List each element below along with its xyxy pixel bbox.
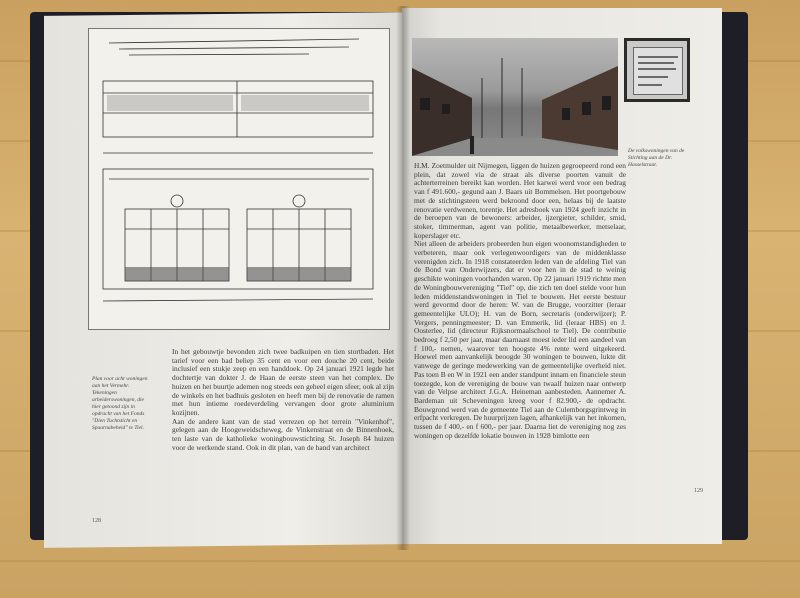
right-page-number: 129 <box>694 488 703 494</box>
foundation-stone-plaque <box>624 38 690 102</box>
architectural-plan-drawing <box>88 28 390 330</box>
left-body-text: In het gebouwtje bevonden zich twee badkuipen en tien stortbaden. Het tarief voor een bad beliep 35 cent en voor een douche 20 cent, beide inclusief een stukje zeep en een handdoek. Op 24 januari 1921 legde het dochtertje van dokter J. de Haan de eerste steen van het complex. De huizen en het buurtje ademen nog steeds een geheel eigen sfeer, ook al zijn de winkels en het badhuis gesloten en heeft men bij de renovatie de ramen met hun intieme roedeverdeling vervangen door grote aluminium kozijnen. Aan de andere kant van de stad verrezen op het terrein "Vinkenhof", gelegen aan de Hoogeweidscheweg, de Vinkenstraat en de Binnenhoek, ten laste van de katholieke woningbouwstichting St. Joseph 84 huizen voor de werkende stand. Ook in dit plan, van de hand van architect <box>172 347 394 452</box>
book-gutter <box>396 6 410 550</box>
left-page-number: 128 <box>92 518 101 524</box>
right-body-text: H.M. Zoetmulder uit Nijmegen, liggen de huizen gegroepeerd rond een plein, dat zowel via de straat als diverse poorten vanuit de achterterreinen bereikt kan worden. Het karwei werd voor een bedrag van f 491.600,- gegund aan J. Baars uit Bommelsen. Het poortgebouw met de stichtingsteen werd bekroond door een, helaas bij de laatste renovatie verdwenen, torentje. Het adresboek van 1924 geeft inzicht in de beroepen van de bewoners: arbeider, ijzergieter, schilder, smid, stoker, timmerman, agent van politie, metaalbewerker, metselaar, koperslager etc. Niet alleen de arbeiders probeerden hun eigen woonomstandigheden te verbeteren, maar ook verlegenwoordigers van de middenklasse verenigden zich. In 1918 constateerden leden van de afdeling Tiel van de Bond van Onderwijzers, dat er voor hen in de stad te weinig geschikte woningen voorhanden waren. Op 22 januari 1919 richtte men de Woningbouwvereniging "Tiel" op, die zich ten doel stelde voor hun leden middenstandswoningen in Tiel te bouwen. Het eerste bestuur werd gevormd door de heren: W. van de Brugge, voorzitter (leraar gemeentelijke ULO); H. van de Born, secretaris (onderwijzer); P. Vergers, penningmeester; D. van Emmerik, lid (leraar HBS) en J. Oosterlee, lid (directeur Rijksnormaalschool te Tiel). De contributie bedroeg f 2,50 per jaar, maar daarnaast moest ieder lid een aandeel van f 100,- nemen, waarover ten hoogste 4% rente werd uitgekeerd. Hoewel men aanvankelijk beoogde 30 woningen te bouwen, lukte dit vanwege de geringe medewerking van de gemeentelijke overheid niet. Pas toen B en W in 1921 een ander standpunt innam en financiele steun toezegde, kon de vereniging de bouw van twaalf huizen naar ontwerp van de Velpse architect J.G.A. Heineman aanbesteden. Aannemer A. Bardeman uit Scheveningen kreeg voor f 82.900,- de opdracht. Bouwgrond werd van de gemeente Tiel aan de Culemborgsgrintweg in erfpacht verkregen. De huurprijzen lagen, afhankelijk van het inkomen, tussen de f 400,- en f 600,- per jaar. Daarna liet de vereniging nog zes woningen op dezelfde lokatie bouwen in 1928 bimlotte een <box>414 161 626 440</box>
street-photo <box>412 38 618 156</box>
drawing-caption: Plan voor acht woningen aan het Vermehr. Tekeningen arbeiderswoningen, die hier getoond zijn in opdracht van het Fonds "Dien Tuchtsticht en Spaarnabeheid" te Tiel. <box>92 376 148 431</box>
photo-caption: De volkswoningen van de Stichting aan de Dr. Hasselstraat. <box>628 148 685 168</box>
